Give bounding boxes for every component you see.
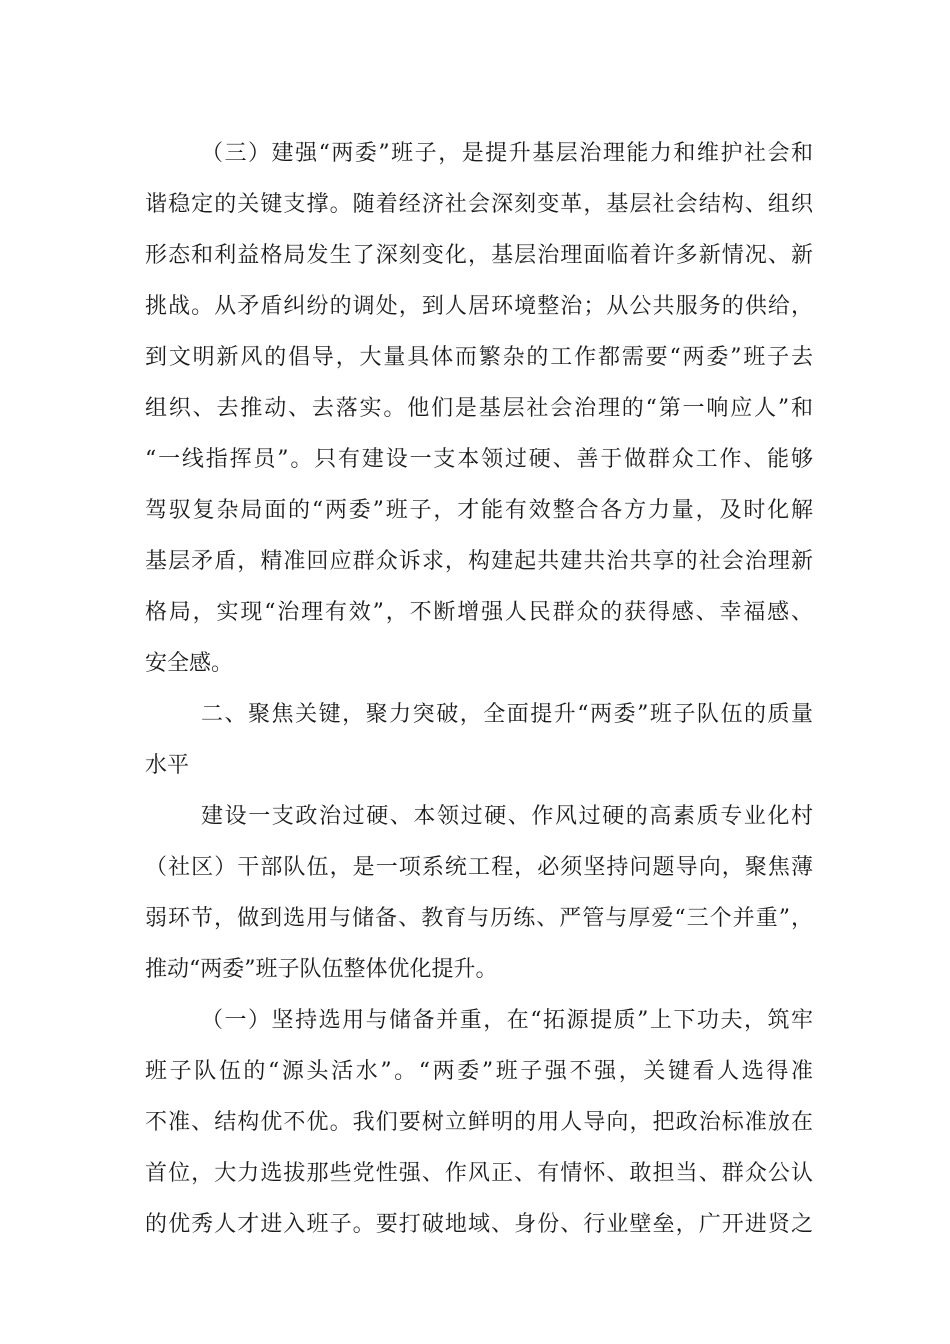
paragraph-line: 班子队伍的“源头活水”。“两委”班子强不强，关键看人选得准 <box>145 1059 813 1084</box>
paragraph-line: “一线指挥员”。只有建设一支本领过硬、善于做群众工作、能够 <box>145 447 813 472</box>
paragraph-line: 基层矛盾，精准回应群众诉求，构建起共建共治共享的社会治理新 <box>145 549 813 574</box>
heading-line: 水平 <box>145 753 190 778</box>
paragraph-line: 到文明新风的倡导，大量具体而繁杂的工作都需要“两委”班子去 <box>145 345 813 370</box>
paragraph-line: 挑战。从矛盾纠纷的调处，到人居环境整治；从公共服务的供给， <box>145 294 813 319</box>
paragraph-line: 组织、去推动、去落实。他们是基层社会治理的“第一响应人”和 <box>145 396 813 421</box>
paragraph-line: 驾驭复杂局面的“两委”班子，才能有效整合各方力量，及时化解 <box>145 498 813 523</box>
paragraph-line: 不准、结构优不优。我们要树立鲜明的用人导向，把政治标准放在 <box>145 1110 813 1135</box>
paragraph-line: 谐稳定的关键支撑。随着经济社会深刻变革，基层社会结构、组织 <box>145 192 813 217</box>
paragraph-one <box>145 995 813 1250</box>
paragraph-line: （三）建强“两委”班子，是提升基层治理能力和维护社会和 <box>201 141 813 166</box>
paragraph-line: 的优秀人才进入班子。要打破地域、身份、行业壁垒，广开进贤之 <box>145 1212 813 1237</box>
document-body <box>145 128 813 1250</box>
paragraph-line: 首位，大力选拔那些党性强、作风正、有情怀、敢担当、群众公认 <box>145 1161 813 1186</box>
paragraph-three <box>145 128 813 689</box>
paragraph-line: 弱环节，做到选用与储备、教育与历练、严管与厚爱“三个并重”， <box>145 906 813 931</box>
section-heading-two <box>145 689 813 791</box>
paragraph-intro <box>145 791 813 995</box>
paragraph-line: 推动“两委”班子队伍整体优化提升。 <box>145 957 498 982</box>
paragraph-line: 格局，实现“治理有效”，不断增强人民群众的获得感、幸福感、 <box>145 600 813 625</box>
paragraph-line: （社区）干部队伍，是一项系统工程，必须坚持问题导向，聚焦薄 <box>145 855 813 880</box>
heading-line: 二、聚焦关键，聚力突破，全面提升“两委”班子队伍的质量 <box>201 702 813 727</box>
paragraph-line: （一）坚持选用与储备并重，在“拓源提质”上下功夫，筑牢 <box>201 1008 813 1033</box>
paragraph-line: 建设一支政治过硬、本领过硬、作风过硬的高素质专业化村 <box>201 804 813 829</box>
paragraph-line: 安全感。 <box>145 651 234 676</box>
paragraph-line: 形态和利益格局发生了深刻变化，基层治理面临着许多新情况、新 <box>145 243 813 268</box>
